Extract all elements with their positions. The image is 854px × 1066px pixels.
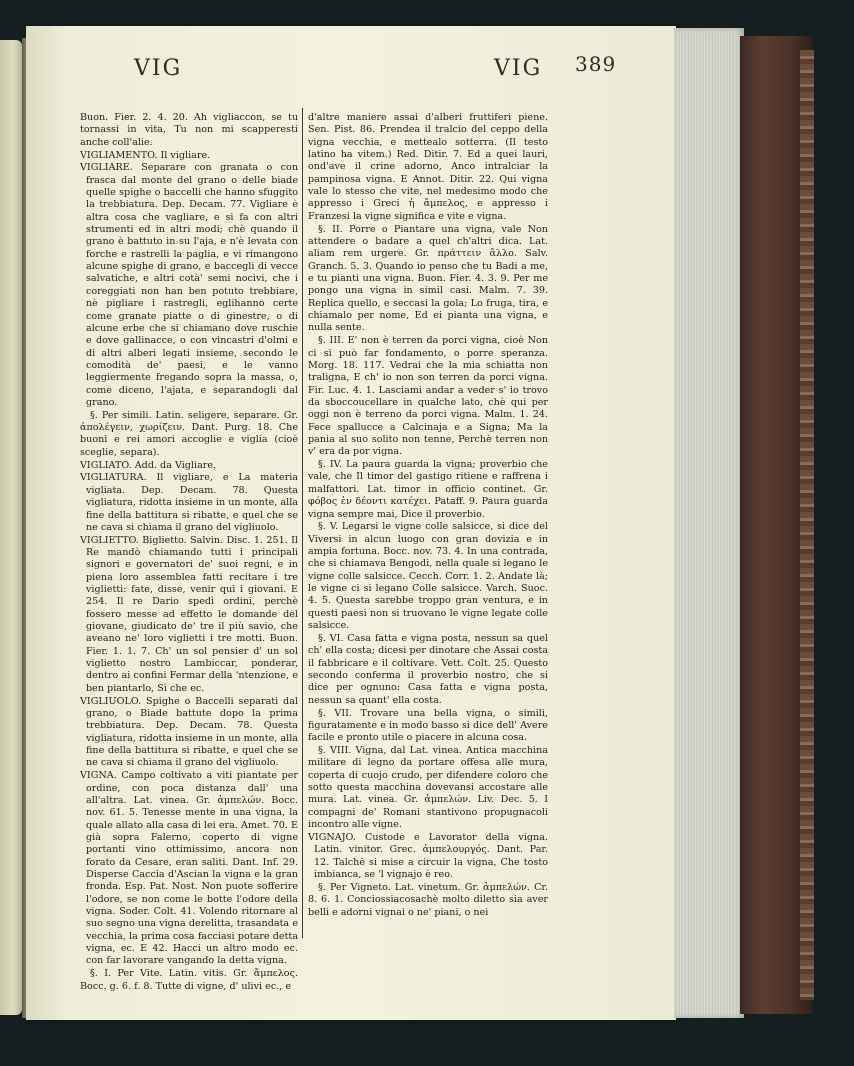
facing-page-edge	[0, 40, 22, 1015]
running-head-left: VIG	[134, 56, 183, 81]
entry-paragraph: §. Per simili. Latin. seligere, separare. Gr. ἀπολέγειν, χωρίζειν. Dant. Purg. 18. Che buoni e rei amori accoglie e viglia (cioè sceglie, separa).	[80, 409, 298, 458]
entry-paragraph: VIGLIETTO. Biglietto. Salvin. Disc. 1. 251. Il Re mandò chiamando tutti i principali signori e governatori de' suoi regni, e in piena loro assemblea fatti recitare i tre viglietti: fate, disse, venir qui i giovani. E 254. Il re Dario spedì ordini, perchè fossero messe ad effetto le domande del giovane, giudicato de' tre il più savio, che aveano ne' loro viglietti i tre motti. Buon. Fier. 1. 1. 7. Ch' un sol pensier d' un sol viglietto nostro Lambiccar, ponderar, dentro ai confini Fermar della 'ntenzione, e ben piantarlo, Sì che ec.	[80, 534, 298, 694]
entry-paragraph: VIGLIATO. Add. da Vigliare.	[80, 459, 217, 471]
entry-paragraph: VIGLIUOLO. Spighe o Baccelli separati dal grano, o Biade battute dopo la prima trebbiatura. Dep. Decam. 78. Questa vigliatura, ridotta insieme in un monte, alla fine della battitura si ribatte, e quel che se ne cava si chiama il grano del vigliuolo.	[80, 695, 298, 769]
running-head-right: VIG	[494, 56, 543, 81]
entry-paragraph: §. VII. Trovare una bella vigna, o simili, figuratamente e in modo basso si dice dell' Avere facile e pronto utile o piacere in alcuna cosa.	[308, 707, 548, 744]
entry-paragraph: §. IV. La paura guarda la vigna; proverbio che vale, che Il timor del gastigo ritiene e raffrena i malfattori. Lat. timor in officio continet. Gr. φόβος ἐν δέοντι κατέχει. Pataff. 9. Paura guarda vigna sempre mai, Dice il proverbio.	[308, 459, 548, 520]
right-text-column	[308, 112, 548, 927]
entry-paragraph: VIGNA. Campo coltivato a viti piantate per ordine, con poca distanza dall' una all'altra. Lat. vinea. Gr. ἀμπελών. Bocc. nov. 61. 5. Tenesse mente in una vigna, la quale allato alla casa di lei era. Amet. 70. E già sopra Falerno, coperto di vigne portanti vino ottimissimo, ancora non forato da Cesare, eran saliti. Dant. Inf. 29. Disperse Caccia d'Ascian la vigna e la gran fronda. Esp. Pat. Nost. Non puote sofferire l'odore, se non come le botte l'odore della vigna. Soder. Colt. 41. Volendo ritornare al suo segno una vigna derelitta, trasandata e vecchia, la prima cosa facciasi potare detta vigna, ec. E 42. Hacci un altro modo ec. con far lavorare vangando la detta vigna.	[80, 770, 298, 967]
entry-paragraph: §. V. Legarsi le vigne colle salsicce, si dice del Viversi in alcun luogo con gran dovizia e in ampia fortuna. Bocc. nov. 73. 4. In una contrada, che si chiamava Bengodi, nella quale si legano le vigne colle salsicce. Cecch. Corr. 1. 2. Andate là; le vigne ci si legano Colle salsicce. Varch. Suoc. 4. 5. Questa sarebbe troppo gran ventura, e in questi paesi non si truovano le vigne legate colle salsicce.	[308, 521, 548, 632]
entry-paragraph: §. Per Vigneto. Lat. vinetum. Gr. ἀμπελών. Cr. 8. 6. 1. Conciossiacosachè molto diletto sia aver belli e adorni vignai o ne' piani, o nei	[308, 881, 548, 918]
entry-paragraph: §. I. Per Vite. Latin. vitis. Gr. ἄμπελος. Bocc. g. 6. f. 8. Tutte di vigne, d' ulivi ec., e	[80, 968, 298, 992]
entry-paragraph: §. III. E' non è terren da porci vigna, cioè Non ci si può far fondamento, o porre speranza. Morg. 18. 117. Vedrai che la mia schiatta non traligna, E ch' io non son terren da porci vigna. Fir. Luc. 4. 1. Lasciami andar a veder s' io trovo da sboccoucellare in qualche lato, chè qui per oggi non è terreno da porci vigna. Malm. 1. 24. Fece spallucce a Calcinaja e a Signa; Ma la pania al suo solito non tenne, Perchè terren non v' era da por vigna.	[308, 335, 548, 458]
book-cover-edge	[800, 50, 814, 1000]
column-divider	[302, 108, 303, 938]
entry-paragraph: §. II. Porre o Piantare una vigna, vale Non attendere o badare a quel ch'altri dica. Lat. aliam rem urgere. Gr. πράττειν ἄλλο. Salv. Granch. 5. 3. Quando io penso che tu Badi a me, e tu pianti una vigna. Buon. Fier. 4. 3. 9. Per me pongo una vigna in simil casi. Malm. 7. 39. Replica quello, e seccasi la gola; Lo fruga, tira, e chiamalo per nome, Ed ei pianta una vigna, e nulla sente.	[308, 223, 548, 334]
page-block-edges	[674, 28, 744, 1018]
entry-paragraph: d'altre maniere assai d'alberi fruttiferi piene. Sen. Pist. 86. Prendea il tralcio del ceppo della vigna vecchia, e mettealo sotterra. (Il testo latino ha vitem.) Red. Ditir. 7. Ed a quei lauri, ond'ave il crine adorno, Anco intralciar la pampinosa vigna. E Annot. Ditir. 22. Qui vigna vale lo stesso che vite, nel medesimo modo che appresso i Greci ἡ ἄμπελος, e appresso i Franzesi la vigne significa e vite e vigna.	[308, 112, 548, 222]
entry-paragraph: §. VI. Casa fatta e vigna posta, nessun sa quel ch' ella costa; dicesi per dinotare che Assai costa il fabbricare e il coltivare. Vett. Colt. 25. Questo secondo conferma il proverbio nostro, che si dice per ognuno: Casa fatta e vigna posta, nessun sa quant' ella costa.	[308, 632, 548, 706]
left-text-column	[80, 112, 298, 992]
entry-paragraph: VIGLIAMENTO. Il vigliare.	[80, 149, 211, 161]
entry-paragraph: VIGLIARE. Separare con granata o con frasca dal monte del grano o delle biade quelle spighe o baccelli che hanno sfuggito la trebbiatura. Dep. Decam. 77. Vigliare è altra cosa che vagliare, e si fa con altri strumenti ed in altri modi; chè quando il grano è battuto in su l'aja, e n'è levata con forche e rastrelli la paglia, e vi rimangono alcune spighe di grano, e baccegli di vecce salvatiche, e altri cotà' semi nocivi, che i coreggiati non han ben potuto trebbiare, nè pigliare i rastregli, eglihanno certe come granate piatte o di ginestre, o di alcune erbe che si chiamano dove ruschie e dove gallinacce, o con vincastri d'olmi e di altri alberi legati insieme, secondo le comodità de' paesi, e le vanno leggiermente fregando sopra la massa, o, come diceno, l'ajata, e separandogli dal grano.	[80, 162, 298, 408]
entry-paragraph: VIGNAJO. Custode e Lavorator della vigna. Latin. vinitor. Grec. ἀμπελουργός. Dant. Par. 12. Talchè si mise a circuir la vigna, Che tosto imbianca, se 'l vignajo è reo.	[308, 831, 548, 880]
entry-paragraph: VIGLIATURA. Il vigliare, e La materia vigliata. Dep. Decam. 78. Questa vigliatura, ridotta insieme in un monte, alla fine della battitura si ribatte, e quel che se ne cava si chiama il grano del vigliuolo.	[80, 472, 298, 533]
entry-paragraph: Buon. Fier. 2. 4. 20. Ah vigliaccon, se tu tornassi in vita, Tu non mi scapperesti anche coll'alie.	[80, 112, 298, 148]
page-number: 389	[575, 52, 617, 76]
entry-paragraph: §. VIII. Vigna, dal Lat. vinea. Antica macchina militare di legno da portare offesa alle mura, coperta di cuojo crudo, per difendere coloro che sotto questa macchina dovevansi accostare alle mura. Lat. vinea. Gr. ἀμπελών. Liv. Dec. 5. I compagni de' Romani stantivono propugnacoli incontro alle vigne.	[308, 745, 548, 831]
